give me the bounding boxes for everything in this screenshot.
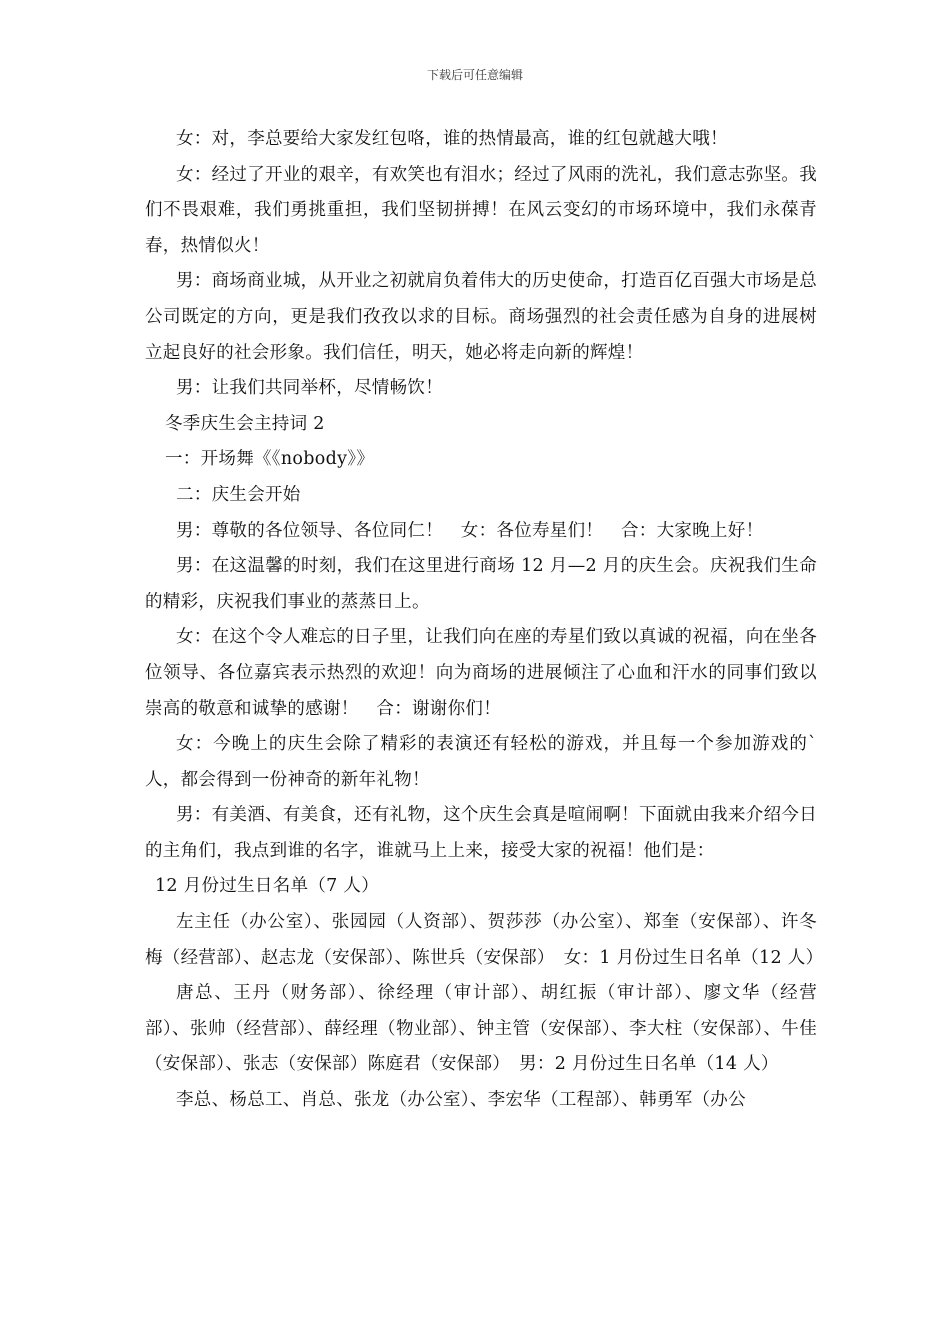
paragraph: 男：商场商业城，从开业之初就肩负着伟大的历史使命，打造百亿百强大市场是总公司既定的方向，更是我们孜孜以求的目标。商场强烈的社会责任感为自身的进展树立起良好的社会形象。我们信任，明天，她必将走向新的辉煌！ xyxy=(145,271,817,363)
paragraph: 男：尊敬的各位领导、各位同仁！ 女：各位寿星们！ 合：大家晚上好！ xyxy=(176,520,764,541)
list-heading: 12 月份过生日名单（7 人） xyxy=(155,876,380,897)
paragraph: 李总、杨总工、肖总、张龙（办公室）、李宏华（工程部）、韩勇军（办公 xyxy=(176,1090,746,1111)
paragraph: 女：对，李总要给大家发红包咯，谁的热情最高，谁的红包就越大哦！ xyxy=(176,129,728,149)
document-body xyxy=(145,122,824,1119)
page-header: 下载后可任意编辑 xyxy=(426,68,523,82)
paragraph: 女：经过了开业的艰辛，有欢笑也有泪水；经过了风雨的洗礼，我们意志弥坚。我们不畏艰难，我们勇挑重担，我们坚韧拼搏！在风云变幻的市场环境中，我们永葆青春，热情似火！ xyxy=(145,164,817,256)
paragraph: 女：在这个令人难忘的日子里，让我们向在座的寿星们致以真诚的祝福，向在坐各位领导、各位嘉宾表示热烈的欢迎！向为商场的进展倾注了心血和汗水的同事们致以崇高的敬意和诚挚的感谢！ 合：谢谢你们！ xyxy=(145,627,817,719)
paragraph: 男：让我们共同举杯，尽情畅饮！ xyxy=(176,378,443,399)
paragraph: 左主任（办公室）、张园园（人资部）、贺莎莎（办公室）、郑奎（安保部）、许冬梅（经营部）、赵志龙（安保部）、陈世兵（安保部） 女：1 月份过生日名单（12 人） xyxy=(145,912,824,968)
paragraph: 男：有美酒、有美食，还有礼物，这个庆生会真是喧闹啊！下面就由我来介绍今日的主角们，我点到谁的名字，谁就马上上来，接受大家的祝福！他们是： xyxy=(145,805,817,861)
paragraph: 一：开场舞《《nobody》》 xyxy=(165,449,375,470)
paragraph: 唐总、王丹（财务部）、徐经理（审计部）、胡红振（审计部）、廖文华（经营部）、张帅（经营部）、薛经理（物业部）、钟主管（安保部）、李大柱（安保部）、牛佳（安保部）、张志（安保部）陈庭君（安保部） 男：2 月份过生日名单（14 人） xyxy=(145,983,817,1075)
paragraph: 女：今晚上的庆生会除了精彩的表演还有轻松的游戏，并且每一个参加游戏的`人，都会得到一份神奇的新年礼物！ xyxy=(145,734,817,790)
paragraph: 男：在这温馨的时刻，我们在这里进行商场 12 月—2 月的庆生会。庆祝我们生命的精彩，庆祝我们事业的蒸蒸日上。 xyxy=(145,556,817,612)
section-title: 冬季庆生会主持词 2 xyxy=(165,413,325,434)
paragraph: 二：庆生会开始 xyxy=(176,484,301,505)
